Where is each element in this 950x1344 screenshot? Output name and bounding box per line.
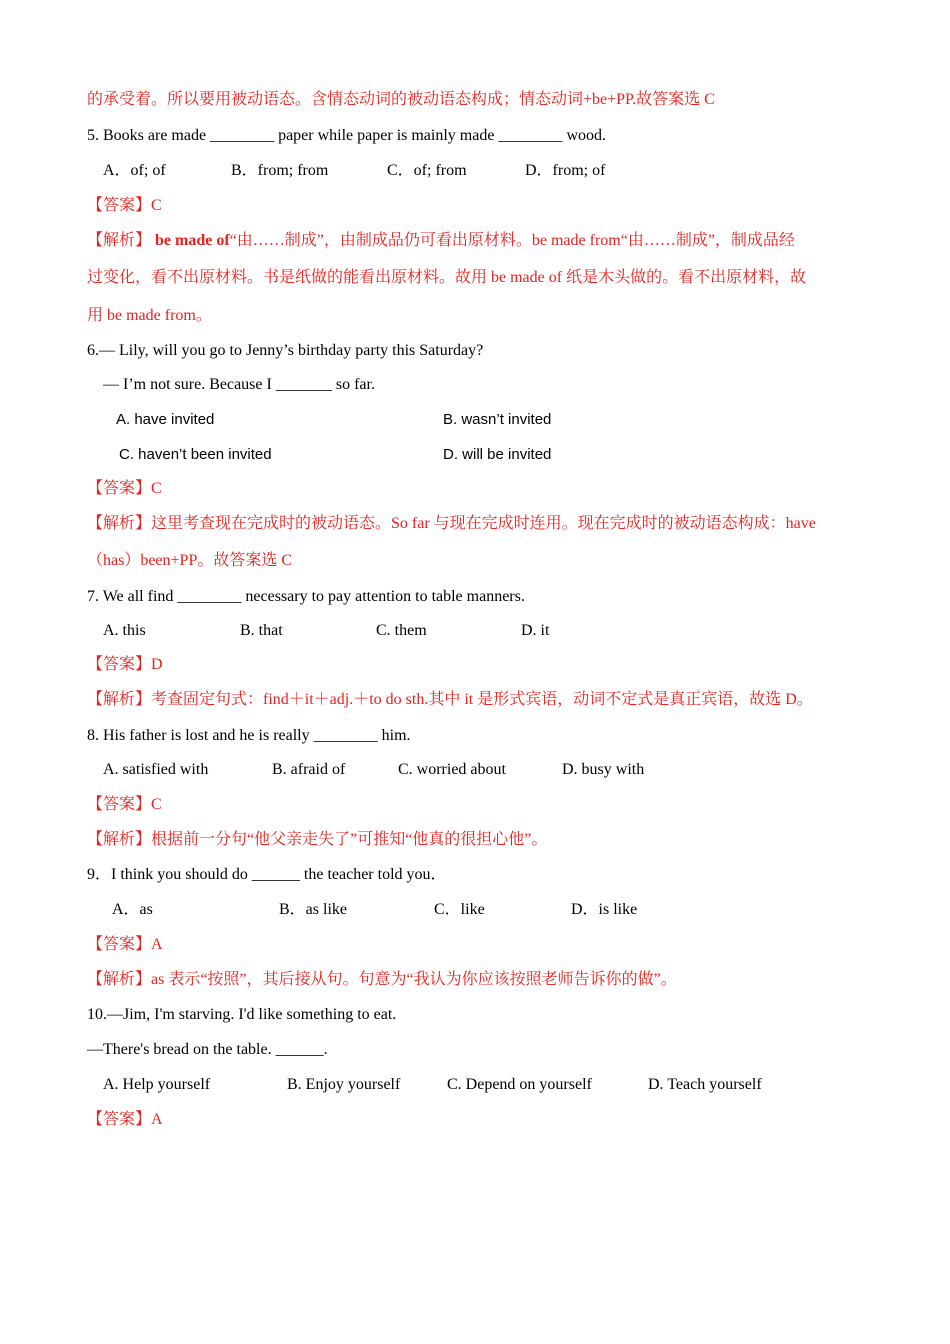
q7-answer: 【答案】D [87, 656, 163, 673]
q9-explanation: 【解析】as 表示“按照”，其后接从句。句意为“我认为你应该按照老师告诉你的做”。 [87, 971, 677, 988]
q7-option-b: B. that [240, 622, 283, 639]
q8-option-a: A. satisfied with [103, 761, 209, 778]
q5-explanation-rest: “由……制成”，由制成品仍可看出原材料。be made from“由……制成”，制成品经 [229, 232, 795, 249]
q7-option-c: C. them [376, 622, 427, 639]
q5-explanation-line-3: 用 be made from。 [87, 307, 212, 324]
q8-option-d: D. busy with [562, 761, 645, 778]
q10-option-c: C. Depend on yourself [447, 1076, 592, 1093]
q10-stem-line-1: 10.—Jim, I'm starving. I'd like something to eat. [87, 1006, 397, 1023]
q5-option-c: C．of; from [387, 162, 467, 179]
q5-explanation-bold: be made of [151, 232, 230, 249]
q5-answer: 【答案】C [87, 197, 162, 214]
q6-stem-line-2: — I’m not sure. Because I _______ so far. [103, 376, 375, 393]
q6-option-b: B. wasn’t invited [443, 411, 552, 428]
q6-answer: 【答案】C [87, 480, 162, 497]
q6-explanation-line-1: 【解析】这里考查现在完成时的被动语态。So far 与现在完成时连用。现在完成时的被动语态构成：have [87, 515, 816, 532]
q5-option-a: A．of; of [103, 162, 166, 179]
q8-answer: 【答案】C [87, 796, 162, 813]
q5-explanation-tag: 【解析】 [87, 232, 152, 249]
q6-option-d: D. will be invited [443, 446, 552, 463]
q7-option-a: A. this [103, 622, 146, 639]
q8-explanation: 【解析】根据前一分句“他父亲走失了”可推知“他真的很担心他”。 [87, 831, 548, 848]
q6-stem-line-1: 6.— Lily, will you go to Jenny’s birthday party this Saturday? [87, 342, 484, 359]
q7-option-d: D. it [521, 622, 550, 639]
q7-stem: 7. We all find ________ necessary to pay attention to table manners. [87, 588, 525, 605]
q8-stem: 8. His father is lost and he is really ________ him. [87, 727, 411, 744]
q7-explanation: 【解析】考查固定句式：find＋it＋adj.＋to do sth.其中 it 是形式宾语，动词不定式是真正宾语，故选 D。 [87, 691, 813, 708]
q5-option-b: B．from; from [231, 162, 329, 179]
q8-option-b: B. afraid of [272, 761, 346, 778]
q9-answer: 【答案】A [87, 936, 163, 953]
q10-option-a: A. Help yourself [103, 1076, 211, 1093]
q9-option-a: A．as [112, 901, 153, 918]
q9-option-c: C．like [434, 901, 485, 918]
q9-stem: 9．I think you should do ______ the teacher told you． [87, 866, 447, 883]
q10-option-d: D. Teach yourself [648, 1076, 762, 1093]
q8-option-c: C. worried about [398, 761, 506, 778]
q10-answer: 【答案】A [87, 1111, 163, 1128]
q6-option-a: A. have invited [116, 411, 215, 428]
q6-explanation-line-2: （has）been+PP。故答案选 C [87, 552, 293, 569]
q10-option-b: B. Enjoy yourself [287, 1076, 401, 1093]
q9-option-b: B．as like [279, 901, 347, 918]
q5-stem: 5. Books are made ________ paper while paper is mainly made ________ wood. [87, 127, 606, 144]
carryover-explanation: 的承受着。所以要用被动语态。含情态动词的被动语态构成；情态动词+be+PP.故答案选 C [87, 91, 715, 108]
q6-option-c: C. haven’t been invited [119, 446, 272, 463]
q5-explanation-line-2: 过变化，看不出原材料。书是纸做的能看出原材料。故用 be made of 纸是木头做的。看不出原材料，故 [87, 269, 807, 286]
q9-option-d: D．is like [571, 901, 638, 918]
q5-option-d: D．from; of [525, 162, 606, 179]
q10-stem-line-2: —There's bread on the table. ______. [87, 1041, 328, 1058]
q5-explanation-line-1 [87, 231, 795, 251]
